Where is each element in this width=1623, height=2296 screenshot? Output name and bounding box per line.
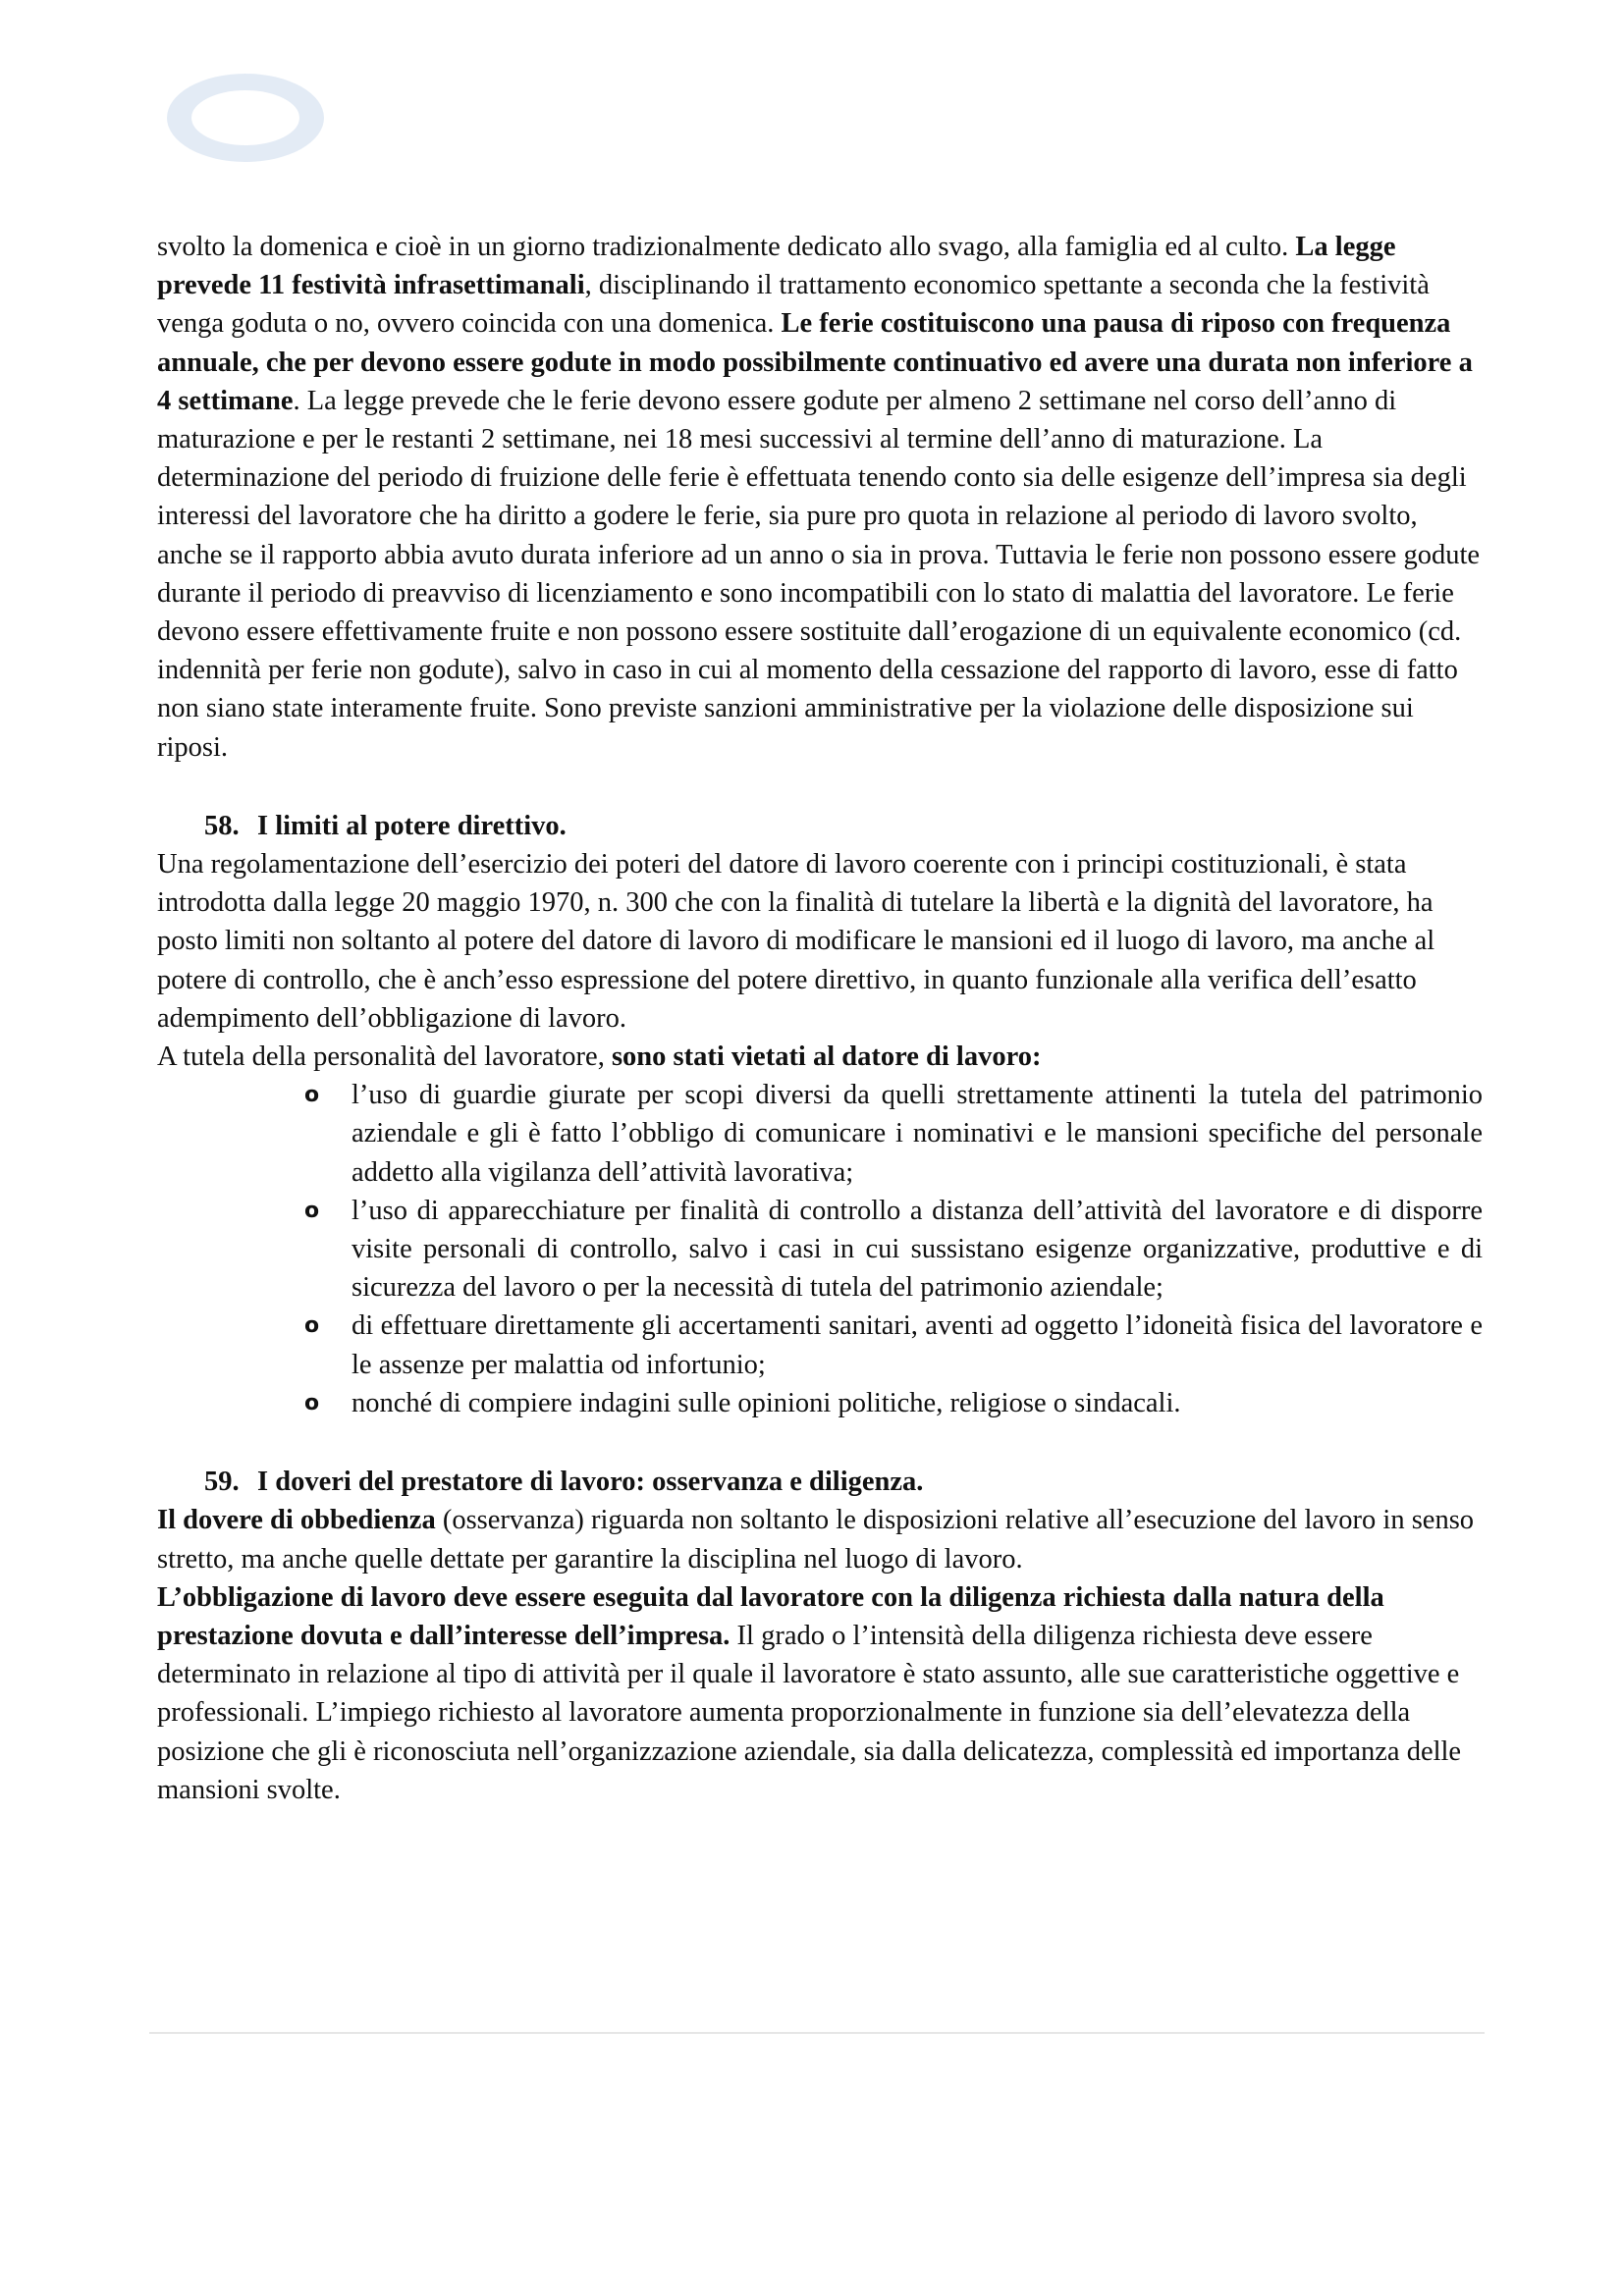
section-58-lead-bold: sono stati vietati al datore di lavoro: bbox=[611, 1041, 1042, 1073]
bullet-icon: o bbox=[304, 1390, 320, 1415]
intro-bold-festivita: La legge prevede 11 festività infrasettimanali bbox=[157, 232, 1396, 301]
bullet-icon: o bbox=[304, 1198, 320, 1223]
section-58-lead bbox=[157, 1038, 1483, 1076]
list-item-text: di effettuare direttamente gli accertamenti sanitari, aventi ad oggetto l’idoneità fisica del lavoratore e le assenze per malattia od infortunio; bbox=[352, 1310, 1483, 1380]
section-58-paragraph: Una regolamentazione dell’esercizio dei poteri del datore di lavoro coerente con i principi costituzionali, è stata introdotta dalla legge 20 maggio 1970, n. 300 che con la finalità di tutelare la libertà e la dignità del lavoratore, ha posto limiti non soltanto al potere del datore di lavoro di modificare le mansioni ed il luogo di lavoro, ma anche al potere di controllo, che è anch’esso espressione del potere direttivo, in quanto funzionale alla verifica dell’esatto adempimento dell’obbligazione di lavoro. bbox=[157, 849, 1435, 1034]
list-item-text: l’uso di apparecchiature per finalità di controllo a distanza dell’attività del lavoratore e di disporre visite personali di controllo, salvo i casi in cui sussistano esigenze organizzative, produttive e di sicurezza del lavoro o per la necessità di tutela del patrimonio aziendale; bbox=[352, 1195, 1483, 1304]
section-59-bold-obbedienza: Il dovere di obbedienza bbox=[157, 1505, 436, 1536]
list-item bbox=[304, 1076, 1483, 1192]
list-item bbox=[304, 1192, 1483, 1308]
section-59-text-2: Il grado o l’intensità della diligenza richiesta deve essere determinato in relazione al tipo di attività per il quale il lavoratore è stato assunto, alle sue caratteristiche oggettive e professionali. L’impiego richiesto al lavoratore aumenta proporzionalmente in funzione sia dell’elevatezza della posizione che gli è riconosciuta nell’organizzazione aziendale, sia dalla delicatezza, complessità ed importanza delle mansioni svolte. bbox=[157, 1620, 1462, 1805]
list-item bbox=[304, 1307, 1483, 1383]
bullet-icon: o bbox=[304, 1083, 320, 1108]
intro-text-1: svolto la domenica e cioè in un giorno tradizionalmente dedicato allo svago, alla famiglia ed al culto. bbox=[157, 232, 1296, 262]
section-58-number: 58. bbox=[204, 810, 240, 841]
section-59-paragraph-1 bbox=[157, 1501, 1483, 1577]
list-item-text: nonché di compiere indagini sulle opinioni politiche, religiose o sindacali. bbox=[352, 1387, 1181, 1418]
intro-text-2: , disciplinando il trattamento economico spettante a seconda che la festività venga goduta o no, ovvero coincida con una domenica. bbox=[157, 270, 1430, 340]
section-58-heading bbox=[157, 807, 1483, 845]
document-body bbox=[157, 228, 1483, 1809]
section-59-bold-diligenza: L’obbligazione di lavoro deve essere eseguita dal lavoratore con la diligenza richiesta dalla natura della prestazione dovuta e dall’interesse dell’impresa. bbox=[157, 1581, 1384, 1651]
prohibitions-list bbox=[157, 1076, 1483, 1422]
section-59-title: I doveri del prestatore di lavoro: osservanza e diligenza. bbox=[257, 1467, 924, 1498]
footer-divider bbox=[149, 2032, 1485, 2034]
section-59-heading bbox=[157, 1463, 1483, 1501]
intro-paragraph bbox=[157, 228, 1483, 767]
list-item bbox=[304, 1384, 1483, 1422]
list-item-text: l’uso di guardie giurate per scopi diversi da quelli strettamente attinenti la tutela del patrimonio aziendale e gli è fatto l’obbligo di comunicare i nominativi e le mansioni specifiche del personale addetto alla vigilanza dell’attività lavorativa; bbox=[352, 1080, 1483, 1188]
bullet-icon: o bbox=[304, 1313, 320, 1339]
intro-bold-ferie: Le ferie costituiscono una pausa di riposo con frequenza annuale, che per devono essere godute in modo possibilmente continuativo ed avere una durata non inferiore a 4 settimane bbox=[157, 308, 1473, 416]
watermark-logo bbox=[157, 59, 334, 177]
section-58-lead-text: A tutela della personalità del lavoratore, bbox=[157, 1041, 612, 1073]
section-59-number: 59. bbox=[204, 1467, 240, 1498]
section-59-text-1: (osservanza) riguarda non soltanto le disposizioni relative all’esecuzione del lavoro in senso stretto, ma anche quelle dettate per garantire la disciplina nel luogo di lavoro. bbox=[157, 1505, 1475, 1575]
intro-text-3: . La legge prevede che le ferie devono essere godute per almeno 2 settimane nel corso dell’anno di maturazione e per le restanti 2 settimane, nei 18 mesi successivi al termine dell’anno di maturazione. La determinazione del periodo di fruizione delle ferie è effettuata tenendo conto sia delle esigenze dell’impresa sia degli interessi del lavoratore che ha diritto a godere le ferie, sia pure pro quota in relazione al periodo di lavoro svolto, anche se il rapporto abbia avuto durata inferiore ad un anno o sia in prova. Tuttavia le ferie non possono essere godute durante il periodo di preavviso di licenziamento e sono incompatibili con lo stato di malattia del lavoratore. Le ferie devono essere effettivamente fruite e non possono essere sostituite dall’erogazione di un equivalente economico (cd. indennità per ferie non godute), salvo in caso in cui al momento della cessazione del rapporto di lavoro, esse di fatto non siano state interamente fruite. Sono previste sanzioni amministrative per la violazione delle disposizione sui riposi. bbox=[157, 385, 1481, 763]
section-58-title: I limiti al potere direttivo. bbox=[257, 810, 567, 841]
section-59-paragraph-2 bbox=[157, 1578, 1483, 1809]
